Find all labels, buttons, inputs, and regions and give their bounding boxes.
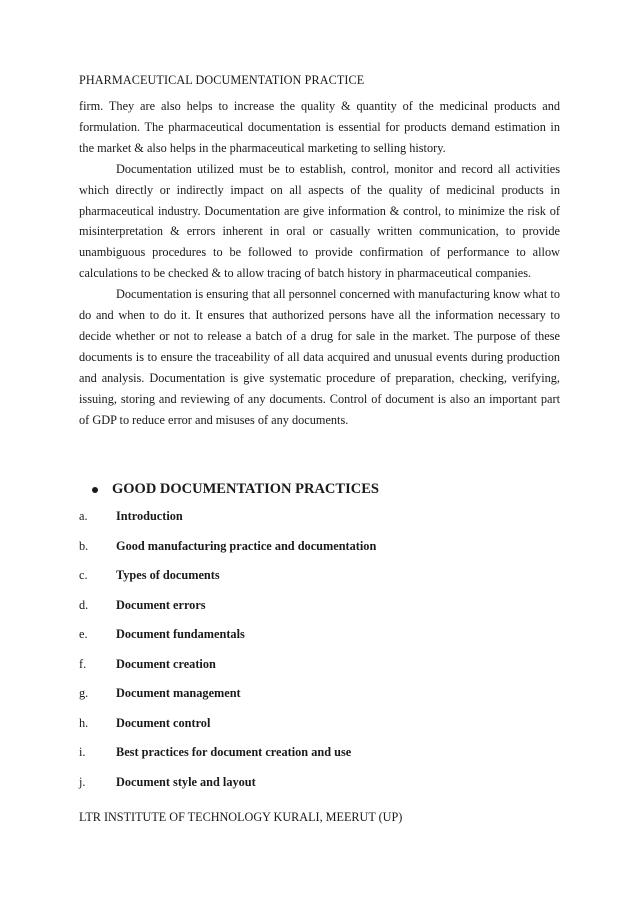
section-heading	[92, 481, 379, 498]
list-item-letter: b.	[79, 538, 89, 553]
list-item-label: Document management	[116, 686, 241, 700]
list-item-letter: h.	[79, 715, 89, 730]
list-item-label: Types of documents	[116, 568, 220, 582]
list-item-label: Document style and layout	[116, 774, 256, 789]
list-item-letter: j.	[79, 774, 86, 789]
list-item	[79, 686, 376, 716]
page-footer: LTR INSTITUTE OF TECHNOLOGY KURALI, MEERUT (UP)	[79, 810, 403, 824]
list-item-label: Introduction	[116, 509, 183, 523]
list-item-letter: g.	[79, 686, 89, 700]
list-item-letter: e.	[79, 627, 88, 641]
list-item	[79, 657, 376, 687]
list-item-label: Good manufacturing practice and documentation	[116, 538, 377, 553]
contents-list	[79, 509, 376, 804]
bullet-icon	[92, 487, 98, 493]
section-heading-text: GOOD DOCUMENTATION PRACTICES	[112, 481, 379, 497]
list-item	[79, 745, 376, 775]
list-item-letter: f.	[79, 656, 87, 671]
paragraph-1: firm. They are also helps to increase the quality & quantity of the medicinal products and formulation. The pharmaceutical documentation is essential for products demand estimation in the market & also helps in the pharmaceutical marketing to selling history.	[79, 99, 560, 155]
list-item-label: Document creation	[116, 656, 216, 671]
list-item-letter: c.	[79, 568, 88, 582]
list-item	[79, 598, 376, 628]
list-item-label: Document errors	[116, 597, 206, 612]
list-item	[79, 627, 376, 657]
list-item	[79, 716, 376, 746]
list-item	[79, 509, 376, 539]
list-item	[79, 539, 376, 569]
body-text	[79, 96, 560, 431]
page-header: PHARMACEUTICAL DOCUMENTATION PRACTICE	[79, 73, 365, 87]
paragraph-3: Documentation is ensuring that all personnel concerned with manufacturing know what to do and when to do it. It ensures that authorized persons have all the information necessary to decide whether or not to release a batch of a drug for sale in the market. The purpose of these documents is to ensure the traceability of all data acquired and unusual events during production and analysis. Documentation is give systematic procedure of preparation, checking, verifying, issuing, storing and reviewing of any documents. Control of document is also an important part of GDP to reduce error and misuses of any documents.	[79, 287, 560, 427]
list-item-letter: i.	[79, 745, 86, 759]
list-item-label: Document fundamentals	[116, 627, 245, 641]
list-item-letter: a.	[79, 509, 88, 523]
list-item-label: Document control	[116, 715, 211, 730]
list-item	[79, 568, 376, 598]
list-item-letter: d.	[79, 597, 89, 612]
paragraph-2: Documentation utilized must be to establish, control, monitor and record all activities which directly or indirectly impact on all aspects of the quality of medicinal products in pharmaceutical industry. Documentation are give information & control, to minimize the risk of misinterpretation & errors inherent in oral or casually written communication, to provide unambiguous procedures to be followed to provide confirmation of performance to allow calculations to be checked & to allow tracing of batch history in pharmaceutical companies.	[79, 161, 560, 281]
list-item	[79, 775, 376, 805]
list-item-label: Best practices for document creation and use	[116, 745, 352, 759]
